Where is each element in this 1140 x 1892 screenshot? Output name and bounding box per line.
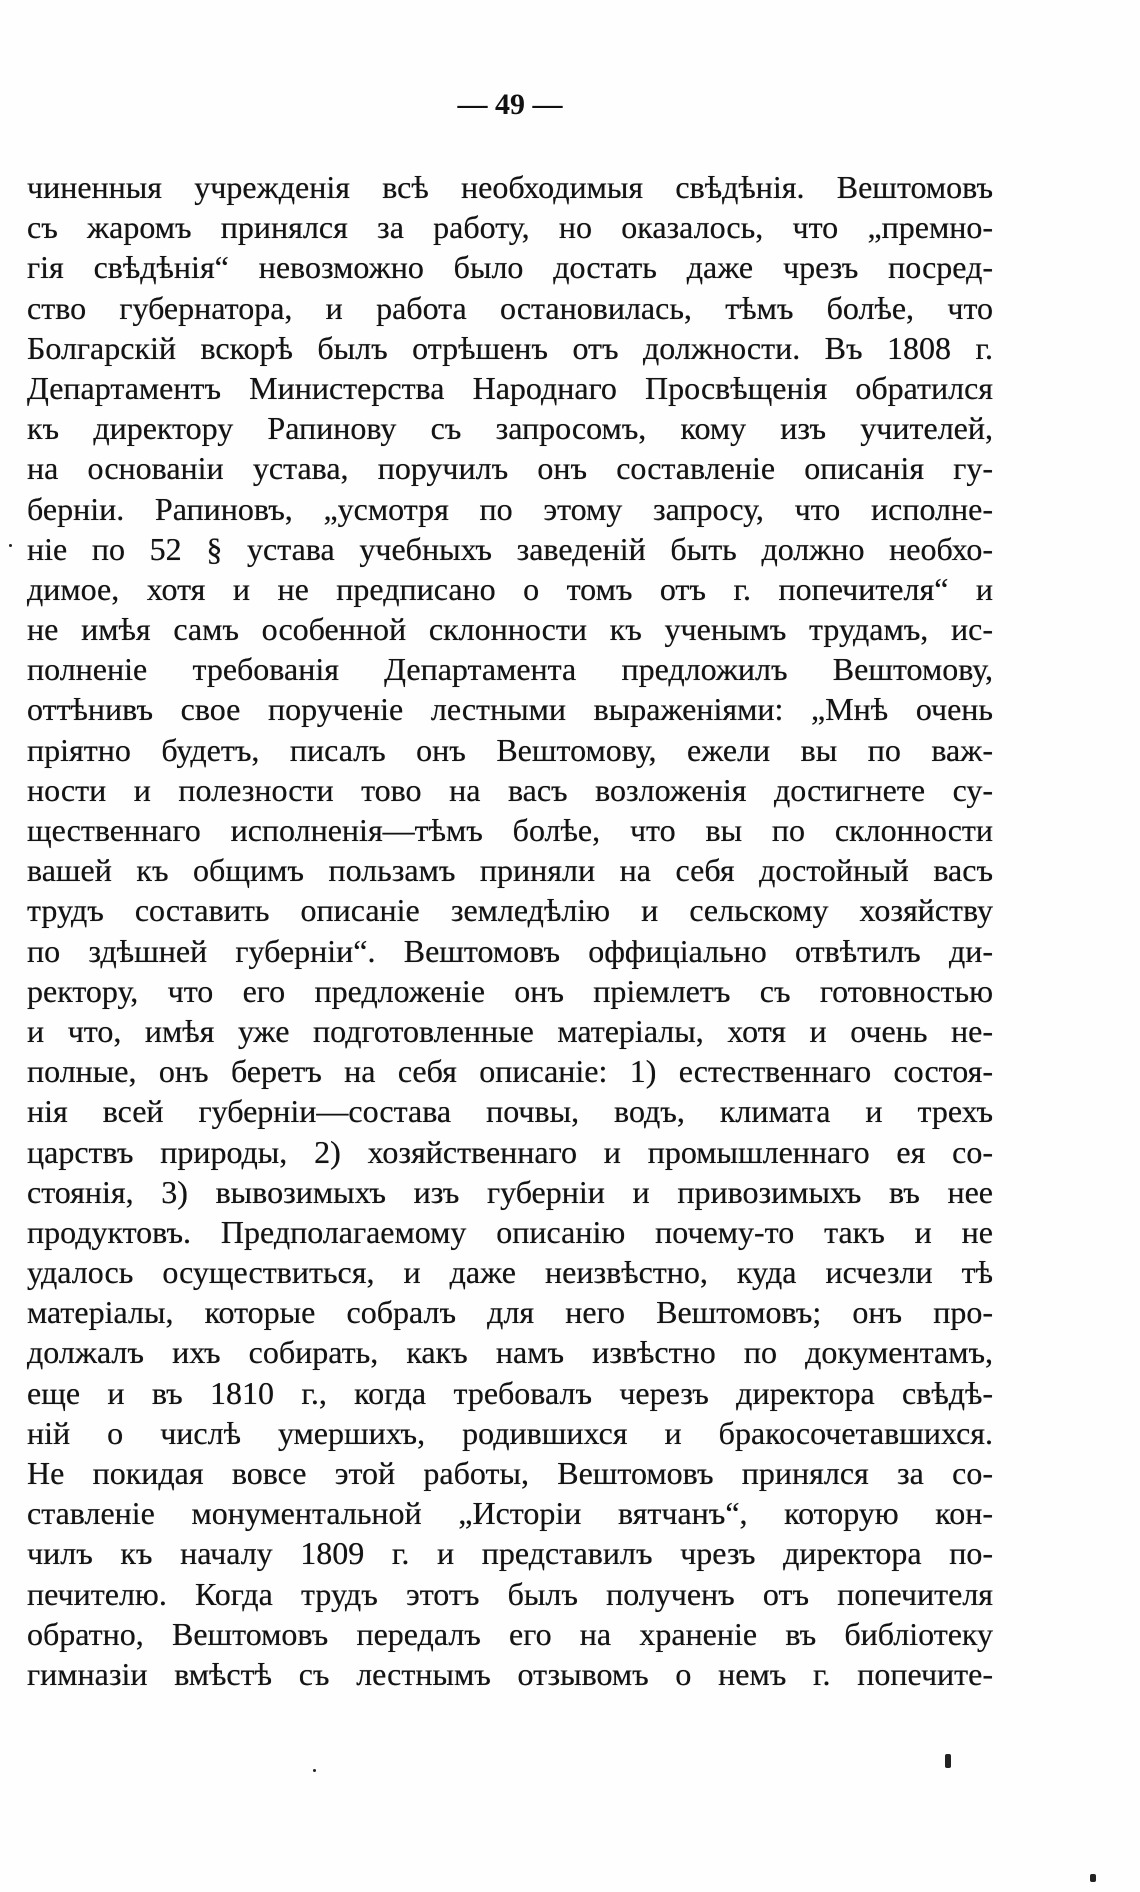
text-line: Департаментъ Министерства Народнаго Просвѣщенія обратился xyxy=(27,369,993,406)
text-line: на основаніи устава, поручилъ онъ составленіе описанія гу- xyxy=(27,450,993,487)
text-line: ній о числѣ умершихъ, родившихся и бракосочетавшихся. xyxy=(27,1414,993,1451)
text-line: печителю. Когда трудъ этотъ былъ полученъ отъ попечителя xyxy=(27,1575,993,1612)
text-line: чилъ къ началу 1809 г. и представилъ чрезъ директора по- xyxy=(27,1535,993,1572)
text-line: полные, онъ беретъ на себя описаніе: 1) естественнаго состоя- xyxy=(27,1053,993,1090)
text-line: ство губернатора, и работа остановилась, тѣмъ болѣе, что xyxy=(27,289,993,326)
text-line: и что, имѣя уже подготовленные матеріалы, хотя и очень не- xyxy=(27,1012,993,1049)
text-line: еще и въ 1810 г., когда требовалъ черезъ директора свѣдѣ- xyxy=(27,1374,993,1411)
ink-speck xyxy=(313,1769,316,1772)
text-line: ректору, что его предложеніе онъ пріемлетъ съ готовностью xyxy=(27,972,993,1009)
text-line: должалъ ихъ собирать, какъ намъ извѣстно по документамъ, xyxy=(27,1334,993,1371)
text-line: димое, хотя и не предписано о томъ отъ г. попечителя“ и xyxy=(27,570,993,607)
text-line: не имѣя самъ особенной склонности къ ученымъ трудамъ, ис- xyxy=(27,611,993,648)
page-number: — 49 — xyxy=(457,88,563,121)
text-line: Не покидая вовсе этой работы, Вештомовъ принялся за со- xyxy=(27,1455,993,1491)
page-body xyxy=(27,167,993,1694)
text-line: чиненныя учрежденія всѣ необходимыя свѣдѣнія. Вештомовъ xyxy=(27,169,993,205)
text-line: ности и полезности тово на васъ возложенія достигнете су- xyxy=(27,771,993,808)
ink-speck xyxy=(945,1754,951,1768)
text-line: обратно, Вештомовъ передалъ его на храненіе въ библіотеку xyxy=(27,1615,993,1652)
text-line: трудъ составить описаніе земледѣлію и сельскому хозяйству xyxy=(27,892,993,929)
text-line: пріятно будетъ, писалъ онъ Вештомову, ежели вы по важ- xyxy=(27,731,993,768)
text-line: съ жаромъ принялся за работу, но оказалось, что „премно- xyxy=(27,209,993,246)
text-line: нія всей губерніи—состава почвы, водъ, климата и трехъ xyxy=(27,1093,993,1130)
text-line: къ директору Рапинову съ запросомъ, кому изъ учителей, xyxy=(27,410,993,447)
text-line: удалось осуществиться, и даже неизвѣстно, куда исчезли тѣ xyxy=(27,1254,993,1291)
text-line: гія свѣдѣнія“ невозможно было достать даже чрезъ посред- xyxy=(27,249,993,286)
text-line: продуктовъ. Предполагаемому описанію почему-то такъ и не xyxy=(27,1213,993,1250)
text-line: полненіе требованія Департамента предложилъ Вештомову, xyxy=(27,651,993,688)
ink-speck xyxy=(1090,1874,1096,1882)
text-line: Болгарскій вскорѣ былъ отрѣшенъ отъ должности. Въ 1808 г. xyxy=(27,329,993,366)
text-line: гимназіи вмѣстѣ съ лестнымъ отзывомъ о немъ г. попечите- xyxy=(27,1655,993,1692)
text-line: берніи. Рапиновъ, „усмотря по этому запросу, что исполне- xyxy=(27,490,993,527)
text-line: оттѣнивъ свое порученіе лестными выраженіями: „Мнѣ очень xyxy=(27,691,993,728)
text-line: царствъ природы, 2) хозяйственнаго и промышленнаго ея со- xyxy=(27,1133,993,1170)
ink-speck xyxy=(9,544,12,547)
text-line: по здѣшней губерніи“. Вештомовъ оффиціально отвѣтилъ ди- xyxy=(27,932,993,969)
text-line: ніе по 52 § устава учебныхъ заведеній быть должно необхо- xyxy=(27,530,993,567)
text-line: стоянія, 3) вывозимыхъ изъ губерніи и привозимыхъ въ нее xyxy=(27,1173,993,1210)
text-line: вашей къ общимъ пользамъ приняли на себя достойный васъ xyxy=(27,852,993,889)
text-line: ставленіе монументальной „Исторіи вятчанъ“, которую кон- xyxy=(27,1495,993,1532)
text-line: матеріалы, которые собралъ для него Вештомовъ; онъ про- xyxy=(27,1294,993,1331)
text-line: щественнаго исполненія—тѣмъ болѣе, что вы по склонности xyxy=(27,812,993,848)
